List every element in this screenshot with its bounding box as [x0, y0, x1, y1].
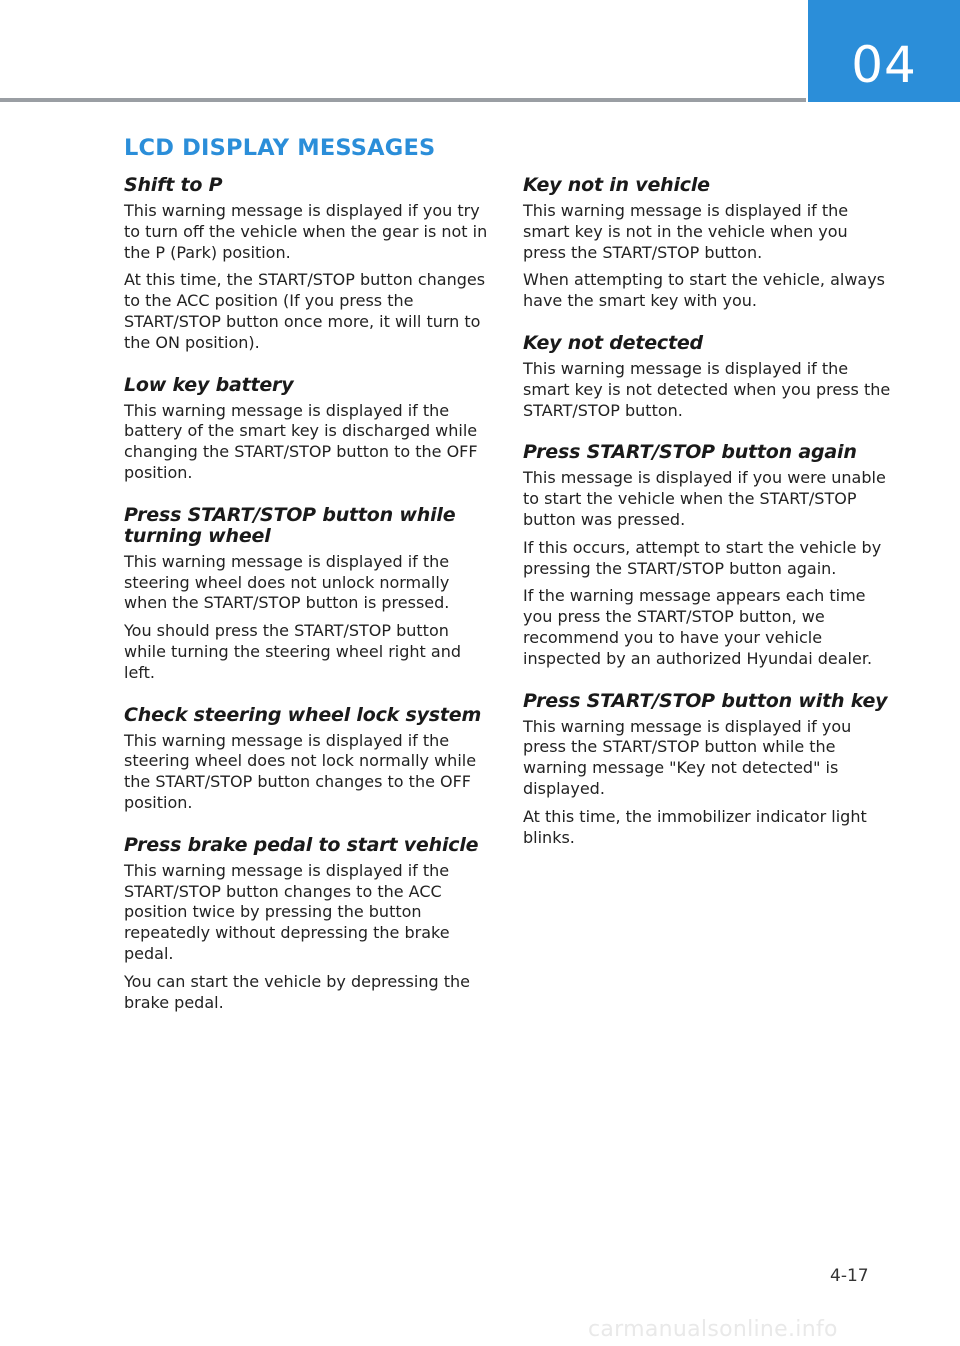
message-entry-press-again [523, 442, 891, 669]
entry-heading: Press START/STOP button again [523, 441, 857, 464]
entry-paragraph: At this time, the START/STOP button changes to the ACC position (If you press the START/STOP button once more, it will turn to the ON position). [124, 270, 486, 352]
entry-paragraph: When attempting to start the vehicle, always have the smart key with you. [523, 270, 886, 311]
message-entry-shift-to-p [124, 175, 492, 354]
message-entry-press-brake-pedal [124, 835, 492, 1014]
entry-paragraph: If this occurs, attempt to start the vehicle by pressing the START/STOP button again. [523, 537, 882, 578]
chapter-tab [808, 0, 960, 102]
entry-paragraph: This warning message is displayed if the smart key is not detected when you press the START/STOP button. [523, 358, 891, 420]
entry-paragraph: This warning message is displayed if the steering wheel does not unlock normally when the START/STOP button is pressed. [124, 551, 450, 613]
right-column [523, 175, 891, 869]
entry-paragraph: At this time, the immobilizer indicator light blinks. [523, 806, 867, 847]
entry-paragraph: This warning message is displayed if you press the START/STOP button while the warning message "Key not detected" is displayed. [523, 716, 852, 798]
message-entry-key-not-detected [523, 333, 891, 421]
header-rule [0, 98, 806, 102]
entry-heading: Press START/STOP button while turning wheel [124, 503, 456, 547]
page-number: 4-17 [830, 1266, 869, 1286]
message-entry-key-not-in-vehicle [523, 175, 891, 312]
left-column [124, 175, 492, 1034]
entry-paragraph: This warning message is displayed if you try to turn off the vehicle when the gear is not in the P (Park) position. [124, 201, 488, 262]
entry-paragraph: This warning message is displayed if the battery of the smart key is discharged while changing the START/STOP button to the OFF position. [124, 400, 478, 482]
entry-heading: Key not in vehicle [523, 174, 710, 196]
message-entry-press-with-key [523, 691, 891, 849]
entry-heading: Press brake pedal to start vehicle [124, 833, 479, 856]
message-entry-low-key-battery [124, 375, 492, 484]
entry-heading: Shift to P [124, 174, 223, 196]
entry-paragraph: This warning message is displayed if the steering wheel does not lock normally while the START/STOP button changes to the OFF position. [124, 730, 477, 812]
message-entry-check-steering-lock [124, 705, 492, 814]
entry-paragraph: This warning message is displayed if the START/STOP button changes to the ACC position twice by pressing the button repeatedly without depressing the brake pedal. [124, 860, 450, 963]
message-entry-press-while-turning [124, 505, 492, 684]
entry-paragraph: If the warning message appears each time you press the START/STOP button, we recommend you to have your vehicle inspected by an authorized Hyundai dealer. [523, 586, 873, 668]
entry-heading: Low key battery [124, 373, 294, 396]
chapter-number: 04 [851, 36, 917, 94]
entry-paragraph: You can start the vehicle by depressing the brake pedal. [124, 971, 470, 1012]
entry-paragraph: This message is displayed if you were unable to start the vehicle when the START/STOP button was pressed. [523, 468, 886, 529]
entry-heading: Check steering wheel lock system [124, 703, 482, 726]
entry-heading: Key not detected [523, 331, 703, 354]
entry-paragraph: This warning message is displayed if the smart key is not in the vehicle when you press the START/STOP button. [523, 201, 849, 262]
watermark: carmanualsonline.info [588, 1317, 838, 1342]
entry-paragraph: You should press the START/STOP button while turning the steering wheel right and left. [124, 621, 461, 682]
entry-heading: Press START/STOP button with key [523, 689, 888, 712]
section-title: LCD DISPLAY MESSAGES [124, 135, 436, 161]
